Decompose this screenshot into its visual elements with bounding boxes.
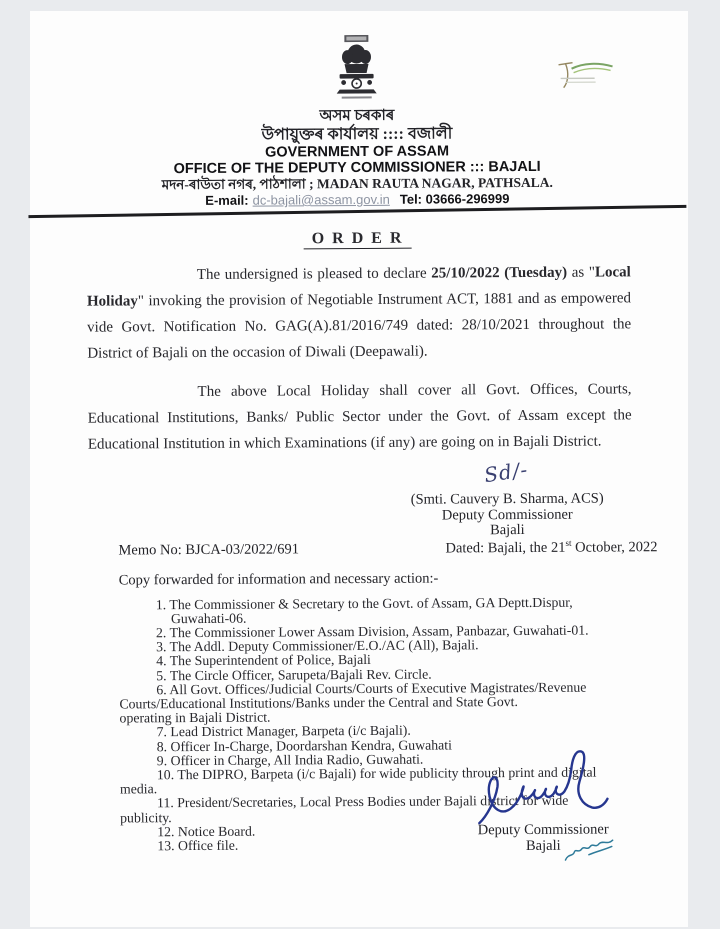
- memo-row: [30, 537, 688, 559]
- header-office-line: OFFICE OF THE DEPUTY COMMISSIONER ::: BAJALI: [173, 158, 541, 178]
- forward-line: 5. The Circle Officer, Sarupeta/Bajali Rev. Circle.: [156, 666, 432, 683]
- national-emblem-icon: [327, 35, 385, 103]
- header-assamese-govt: অসম চৰকাৰ: [319, 107, 395, 125]
- forward-line: media.: [119, 781, 158, 797]
- bottom-place: Bajali: [525, 837, 561, 854]
- bottom-signature-block: [438, 751, 649, 854]
- forward-line: 8. Officer In-Charge, Doordarshan Kendra, Guwahati: [156, 736, 452, 754]
- forward-line: 1. The Commissioner & Secretary to the Govt. of Assam, GA Deptt.Dispur,: [155, 594, 573, 612]
- bottom-designation: Deputy Commissioner: [477, 821, 609, 839]
- telephone-number: Tel: 03666-296999: [399, 191, 510, 207]
- counter-signature-ink-icon: [559, 835, 620, 869]
- forward-line: 13. Office file.: [157, 837, 239, 854]
- header-address-line: মদন-ৰাউতা নগৰ, পাঠশালা ; MADAN RAUTA NAGAR, PATHSALA.: [161, 174, 553, 193]
- email-label: E-mail:: [205, 192, 249, 208]
- forward-line: 10. The DIPRO, Barpeta (i/c Bajali) for wide publicity through print and digital: [156, 764, 597, 783]
- scanned-document-sheet: [30, 11, 688, 927]
- amrit-mahotsav-logo-icon: [551, 55, 615, 94]
- signatory-designation: Deputy Commissioner: [441, 506, 573, 523]
- header-government-line: GOVERNMENT OF ASSAM: [265, 143, 450, 161]
- signatory-name: (Smti. Cauvery B. Sharma, ACS): [410, 490, 604, 508]
- email-address: dc-bajali@assam.gov.in: [252, 191, 390, 208]
- header-assamese-office: উপায়ুক্তৰ কাৰ্যালয় :::: বজালী: [261, 125, 453, 144]
- order-title-text: ORDER: [304, 230, 412, 250]
- order-title: [29, 228, 687, 250]
- forward-line: 6. All Govt. Offices/Judicial Courts/Courts of Executive Magistrates/Revenue: [156, 679, 587, 697]
- forward-line: 4. The Superintendent of Police, Bajali: [156, 652, 371, 669]
- forward-line: 2. The Commissioner Lower Assam Division, Assam, Panbazar, Guwahati-01.: [155, 622, 589, 641]
- signature-ink-icon: [464, 744, 621, 834]
- forward-line: operating in Bajali District.: [119, 709, 271, 726]
- order-paragraph-2: The above Local Holiday shall cover all Govt. Offices, Courts, Educational Institutions, Banks/ Public Sector under the Govt. of Assam except the Educational Institution in which Examinations (if any) are going on in Bajali District.: [87, 381, 632, 453]
- copy-forwarded-heading: Copy forwarded for information and necessary action:-: [118, 570, 439, 588]
- memo-date: Dated: Bajali, the 21st October, 2022: [445, 537, 658, 556]
- forward-line: 3. The Addl. Deputy Commissioner/E.O./AC (All), Bajali.: [156, 637, 479, 655]
- forward-line: publicity.: [120, 809, 172, 826]
- forward-line: 12. Notice Board.: [157, 823, 256, 839]
- forward-line: 9. Officer in Charge, All India Radio, Guwahati.: [156, 751, 424, 768]
- forward-line: 7. Lead District Manager, Barpeta (i/c Bajali).: [156, 723, 411, 740]
- letterhead: [27, 9, 686, 209]
- sd-handwritten-mark: Sd/-: [482, 457, 530, 488]
- order-paragraph-1: The undersigned is pleased to declare 25/10/2022 (Tuesday) as "Local Holiday" invoking the provision of Negotiable Instrument ACT, 1881 and as empowered vide Govt. Notification No. GAG(A).81/2016/749 dated: 28/10/2021 throughout the District of Bajali on the occasion of Diwali (Deepawali).: [86, 264, 632, 362]
- memo-number: Memo No: BJCA-03/2022/691: [118, 540, 299, 558]
- forward-line: 11. President/Secretaries, Local Press Bodies under Bajali district for wide: [156, 793, 569, 811]
- forward-line: Courts/Educational Institutions/Banks under the Central and State Govt.: [119, 693, 518, 712]
- signature-block: [374, 457, 640, 539]
- signatory-place: Bajali: [489, 521, 525, 539]
- forward-line: Guwahati-06.: [170, 610, 247, 626]
